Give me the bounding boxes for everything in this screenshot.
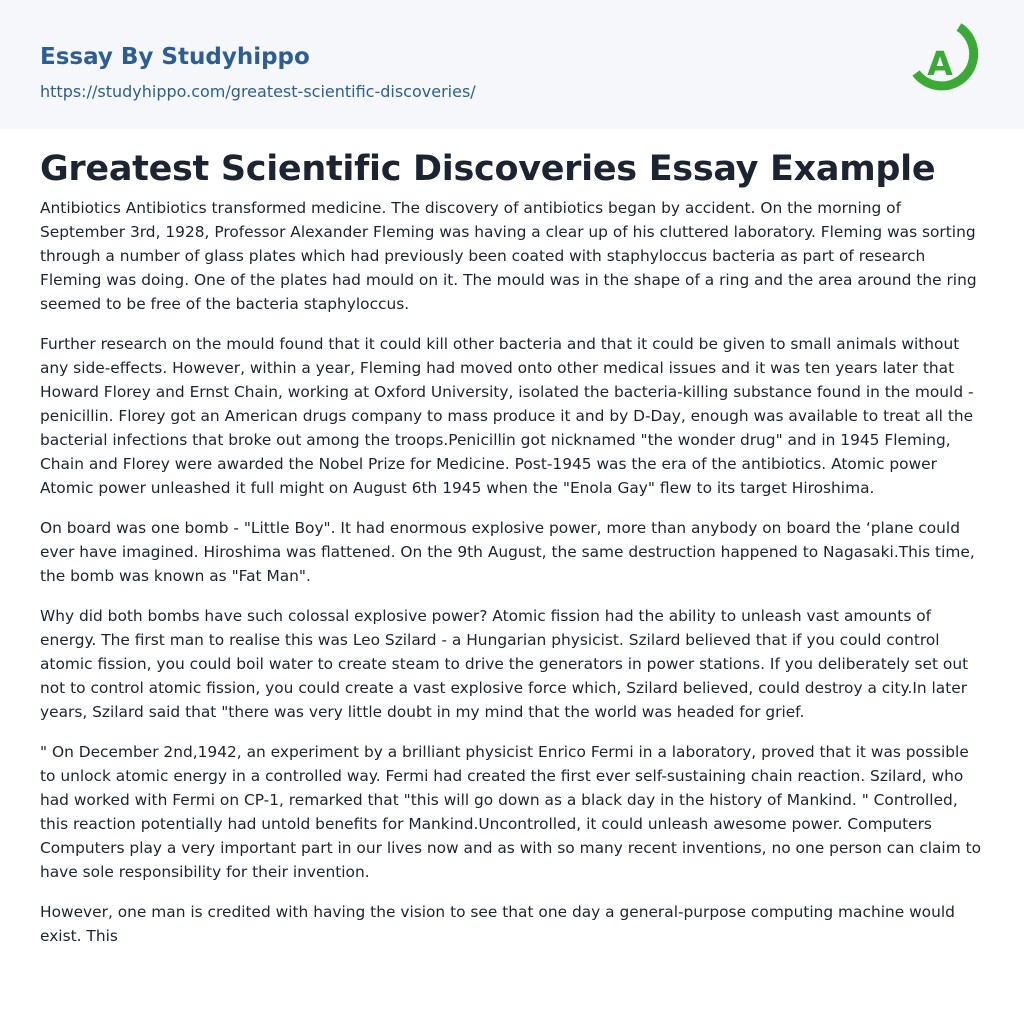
page-title: Greatest Scientific Discoveries Essay Example [40,149,936,189]
article-paragraph: On board was one bomb - "Little Boy". It had enormous explosive power, more than anybody on board the ‘plane could ever have imagined. Hiroshima was flattened. On the 9th August, the same destruction happened to Nagasaki.This time, the bomb was known as "Fat Man". [40,519,975,585]
site-title[interactable]: Essay By Studyhippo [40,44,310,70]
article-paragraph: " On December 2nd,1942, an experiment by a brilliant physicist Enrico Fermi in a laboratory, proved that it was possible to unlock atomic energy in a controlled way. Fermi had created the first ever self-sustaining chain reaction. Szilard, who had worked with Fermi on CP-1, remarked that "this will go down as a black day in the history of Mankind. " Controlled, this reaction potentially had untold benefits for Mankind.Uncontrolled, it could unleash awesome power. Computers Computers play a very important part in our lives now and as with so many recent inventions, no one person can claim to have sole responsibility for their invention. [40,743,982,881]
studyhippo-logo-icon[interactable] [912,18,986,106]
article-paragraph: Further research on the mould found that it could kill other bacteria and that it could be given to small animals without any side-effects. However, within a year, Fleming had moved onto other medical issues and it was ten years later that Howard Florey and Ernst Chain, working at Oxford University, isolated the bacteria-killing substance found in the mould - penicillin. Florey got an American drugs company to mass produce it and by D-Day, enough was available to treat all the bacterial infections that broke out among the troops.Penicillin got nicknamed "the wonder drug" and in 1945 Fleming, Chain and Florey were awarded the Nobel Prize for Medicine. Post-1945 was the era of the antibiotics. Atomic power Atomic power unleashed it full might on August 6th 1945 when the "Enola Gay" flew to its target Hiroshima. [40,335,974,497]
article [0,129,1024,948]
site-header [0,0,1024,129]
article-paragraph: However, one man is credited with having the vision to see that one day a general-purpose computing machine would exist. This [40,903,955,945]
article-paragraph: Antibiotics Antibiotics transformed medicine. The discovery of antibiotics began by accident. On the morning of September 3rd, 1928, Professor Alexander Fleming was having a clear up of his cluttered laboratory. Fleming was sorting through a number of glass plates which had previously been coated with staphyloccus bacteria as part of research Fleming was doing. One of the plates had mould on it. The mould was in the shape of a ring and the area around the ring seemed to be free of the bacteria staphyloccus. [40,199,977,313]
article-url-link[interactable]: https://studyhippo.com/greatest-scientific-discoveries/ [40,82,476,101]
logo-letter: A [927,44,953,83]
article-paragraph: Why did both bombs have such colossal explosive power? Atomic fission had the ability to unleash vast amounts of energy. The first man to realise this was Leo Szilard - a Hungarian physicist. Szilard believed that if you could control atomic fission, you could boil water to create steam to drive the generators in power stations. If you deliberately set out not to control atomic fission, you could create a vast explosive force which, Szilard believed, could destroy a city.In later years, Szilard said that "there was very little doubt in my mind that the world was headed for grief. [40,607,969,721]
